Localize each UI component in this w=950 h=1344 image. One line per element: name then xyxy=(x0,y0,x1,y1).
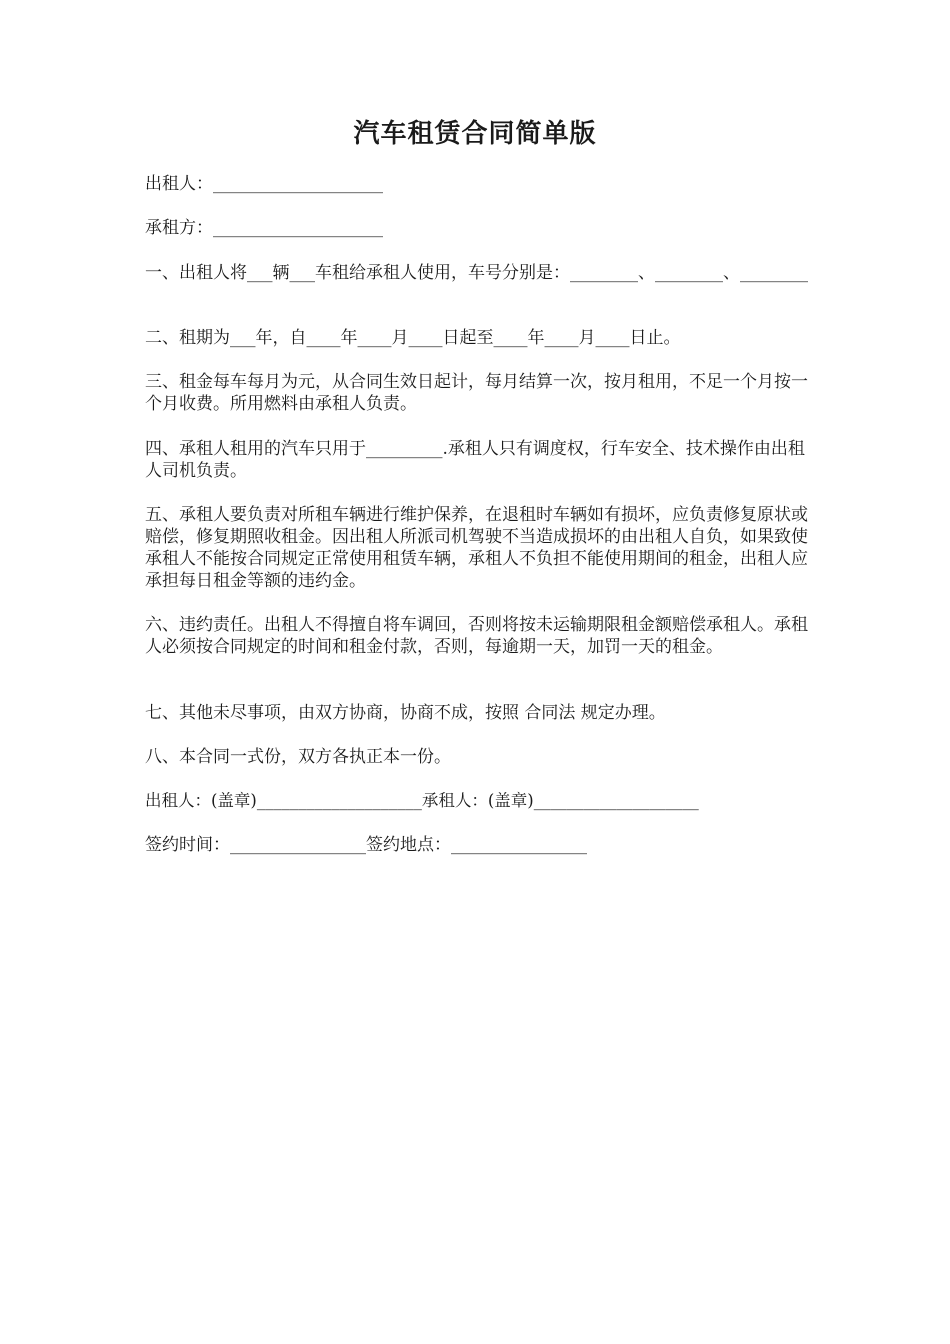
clause-2: 二、租期为___年，自____年____月____日起至____年____月____日止。 xyxy=(145,328,681,348)
date-place-line: 签约时间：________________签约地点：________________ xyxy=(145,835,587,855)
clause-6: 六、违约责任。出租人不得擅自将车调回，否则将按未运输期限租金额赔偿承租人。承租人必须按合同规定的时间和租金付款，否则，每逾期一天，加罚一天的租金。 xyxy=(145,615,808,657)
page-title: 汽车租赁合同简单版 xyxy=(353,119,597,149)
clause-8: 八、本合同一式份，双方各执正本一份。 xyxy=(145,747,451,767)
clause-5: 五、承租人要负责对所租车辆进行维护保养，在退租时车辆如有损坏，应负责修复原状或赔偿，修复期照收租金。因出租人所派司机驾驶不当造成损坏的由出租人自负，如果致使承租人不能按合同规定正常使用租赁车辆，承租人不负担不能使用期间的租金，出租人应承担每日租金等额的违约金。 xyxy=(145,505,808,591)
lessee-line: 承租方：____________________ xyxy=(145,218,383,238)
clause-7: 七、其他未尽事项，由双方协商，协商不成，按照 合同法 规定办理。 xyxy=(145,703,666,723)
clause-1: 一、出租人将___辆___车租给承租人使用，车号分别是：________、________、________ xyxy=(145,263,808,283)
lessor-line: 出租人：____________________ xyxy=(145,174,383,194)
signature-line: 出租人：(盖章)____________________承租人：(盖章)____________________ xyxy=(145,791,699,810)
clause-3: 三、租金每车每月为元，从合同生效日起计，每月结算一次，按月租用，不足一个月按一个月收费。所用燃料由承租人负责。 xyxy=(145,372,808,414)
clause-4: 四、承租人租用的汽车只用于_________.承租人只有调度权，行车安全、技术操作由出租人司机负责。 xyxy=(145,439,805,481)
